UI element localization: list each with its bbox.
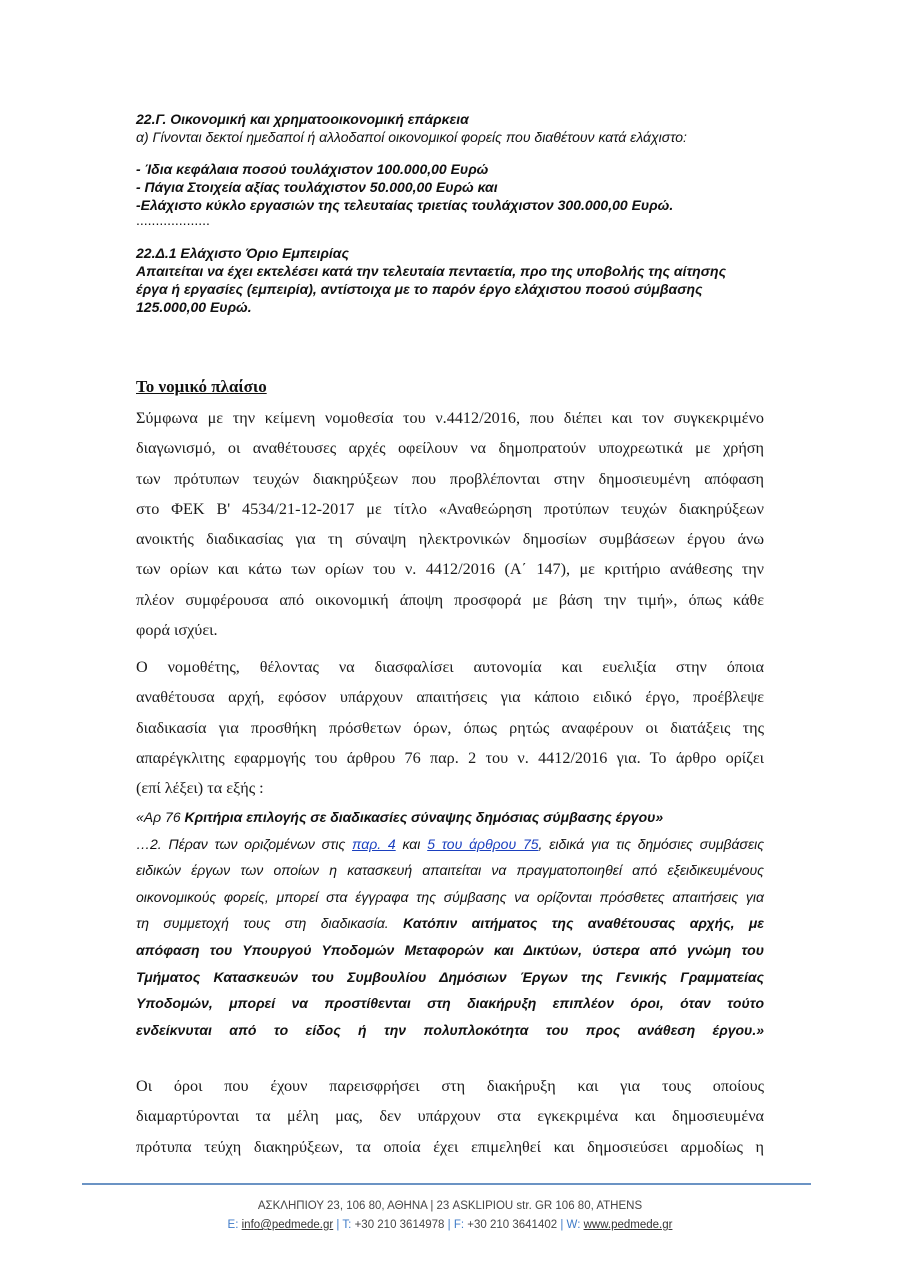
paragraph-line: Ο νομοθέτης, θέλοντας να διασφαλίσει αυτονομία και ευελιξία στην όποια [136,658,764,676]
paragraph-line: αναθέτουσα αρχή, εφόσον υπάρχουν απαιτήσεις για κάποιο ειδικό έργο, προέβλεψε [136,688,764,707]
legal-framework-title: Το νομικό πλαίσιο [136,377,267,396]
economic-adequacy-intro: α) Γίνονται δεκτοί ημεδαποί ή αλλοδαποί οικονομικοί φορείς που διαθέτουν κατά ελάχιστο: [136,129,687,145]
experience-text-line: Απαιτείται να έχει εκτελέσει κατά την τελευταία πενταετία, προ της υποβολής της αίτησης [136,263,727,279]
economic-adequacy-section [136,110,776,146]
paragraph-line: Σύμφωνα με την κείμενη νομοθεσία του ν.4412/2016, που διέπει και τον συγκεκριμένο [136,409,764,427]
requirements-list [136,160,776,226]
web-label: W: [566,1219,581,1231]
paragraph-line: Οι όροι που έχουν παρεισφρήσει στη διακήρυξη και για τους οποίους [136,1077,764,1095]
quote-bold-line: απόφαση του Υπουργού Υποδομών Μεταφορών και Δικτύων, ύστερα από γνώμη του [136,941,764,958]
quote-text: …2. Πέραν των οριζομένων στις [136,835,353,852]
legal-paragraph-1 [136,403,764,645]
fax-number: +30 210 3641402 [467,1219,558,1231]
legal-paragraph-3 [136,1071,764,1162]
paragraph-line: διαδικασία για προσθήκη πρόσθετων όρων, όπως ρητώς αναφέρουν οι διατάξεις της [136,718,764,737]
legal-paragraph-2 [136,652,764,803]
experience-heading: 22.Δ.1 Ελάχιστο Όριο Εμπειρίας [136,245,349,261]
paragraph-line: στο ΦΕΚ Β' 4534/21-12-2017 με τίτλο «Αναθεώρηση προτύπων τευχών διακηρύξεων [136,499,764,518]
requirement-item: - Πάγια Στοιχεία αξίας τουλάχιστον 50.000,00 Ευρώ και [136,179,498,195]
paragraph-line: ανοικτής διαδικασίας για τη σύναψη ηλεκτρονικών δημοσίων συμβάσεων έργου άνω [136,530,764,549]
paragraph-line: φορά ισχύει. [136,621,218,640]
paragraph-line: διαγωνισμό, οι αναθέτουσες αρχές οφείλουν να δημοπρατούν υποχρεωτικά με χρήση [136,439,764,458]
quote-line [136,831,764,858]
link-article-75[interactable]: 5 του άρθρου 75 [427,835,539,852]
article-76-quote [136,804,764,1043]
link-par-4[interactable]: παρ. 4 [352,835,396,852]
footer-divider [82,1183,811,1185]
email-label: E: [227,1219,239,1231]
quote-bold-line: ενδείκνυται από το είδος ή την πολυπλοκότητα του προς ανάθεση έργου.» [136,1021,764,1038]
requirement-item: - Ίδια κεφάλαια ποσού τουλάχιστον 100.000,00 Ευρώ [136,161,489,177]
paragraph-line: των ορίων και κάτω των ορίων του ν. 4412/2016 (Α΄ 147), με κριτήριο ανάθεσης την [136,560,764,579]
footer-contacts [0,1219,900,1231]
paragraph-line: πρότυπα τεύχη διακηρύξεων, τα οποία έχει επιμεληθεί και δημοσιεύσει αρμοδίως η [136,1137,764,1156]
quote-line: ειδικών έργων των οποίων η κατασκευή απαιτείται να πραγματοποιηθεί από εξειδικευμένους [136,862,764,879]
tel-number: +30 210 3614978 [354,1219,445,1231]
experience-text-line: 125.000,00 Ευρώ. [136,299,252,315]
experience-text-line: έργα ή εργασίες (εμπειρία), αντίστοιχα με το παρόν έργο ελάχιστου ποσού σύμβασης [136,281,703,297]
article-title: Κριτήρια επιλογής σε διαδικασίες σύναψης δημόσιας σύμβασης έργου» [184,809,664,825]
quote-line: οικονομικούς φορείς, μπορεί στα έγγραφα της σύμβασης να ορίζονται πρόσθετες απαιτήσεις για [136,888,764,905]
paragraph-line: (επί λέξει) τα εξής : [136,779,264,798]
paragraph-line: απαρέγκλιτης εφαρμογής του άρθρου 76 παρ. 2 του ν. 4412/2016 για. Το άρθρο ορίζει [136,748,764,767]
quote-text: , ειδικά για τις δημόσιες συμβάσεις [538,835,765,852]
requirement-item: -Ελάχιστο κύκλο εργασιών της τελευταίας τριετίας τουλάχιστον 300.000,00 Ευρώ. [136,197,674,213]
quote-text: και [395,835,428,852]
economic-adequacy-heading: 22.Γ. Οικονομική και χρηματοοικονομική επάρκεια [136,111,469,127]
footer-address: ΑΣΚΛΗΠΙΟΥ 23, 106 80, ΑΘΗΝΑ | 23 ASKLIPIOU str. GR 106 80, ATHENS [257,1200,643,1212]
fax-label: F: [453,1219,465,1231]
ellipsis-line: ................... [136,212,210,228]
quote-bold-line: Υποδομών, μπορεί να προστίθενται στη διακήρυξη επιπλέον όροι, όταν τούτο [136,995,764,1012]
separator: | [336,1219,340,1231]
paragraph-line: διαμαρτύρονται τα μέλη μας, δεν υπάρχουν στα εγκεκριμένα και δημοσιευμένα [136,1107,764,1126]
separator: | [560,1219,564,1231]
quote-bold-line: Τμήματος Κατασκευών του Συμβουλίου Δημόσιων Έργων της Γενικής Γραμματείας [136,968,764,985]
experience-section [136,244,776,316]
quote-text: τη συμμετοχή τους στη διαδικασία. [136,915,404,932]
quote-title-line [136,804,764,831]
paragraph-line: πλέον συμφέρουσα από οικονομική άποψη προσφορά με βάση την τιμή», όπως κάθε [136,590,764,609]
quote-bold-text: Κατόπιν αιτήματος της αναθέτουσας αρχής, με [403,915,764,932]
tel-label: T: [342,1219,352,1231]
article-reference: «Αρ 76 [136,809,185,825]
quote-line [136,910,764,937]
paragraph-line: των πρότυπων τευχών διακηρύξεων που προβλέπονται στην δημοσιευμένη απόφαση [136,469,764,488]
separator: | [447,1219,451,1231]
email-link[interactable]: info@pedmede.gr [241,1219,334,1231]
website-link[interactable]: www.pedmede.gr [583,1219,673,1231]
